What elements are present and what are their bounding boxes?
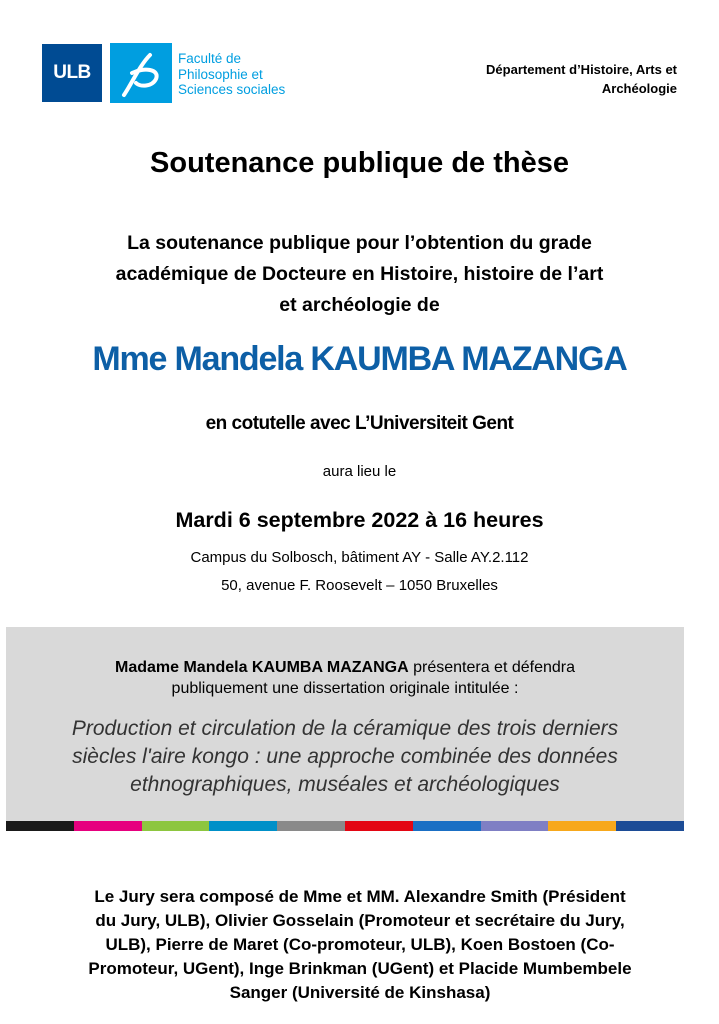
color-bar-segment — [209, 821, 277, 831]
thesis-title-line: siècles l'aire kongo : une approche combinée des données — [72, 745, 618, 768]
color-bar-segment — [142, 821, 210, 831]
intro-line: et archéologie de — [279, 294, 440, 316]
jury-line: Promoteur, UGent), Inge Brinkman (UGent) et Placide Mumbembele — [88, 959, 632, 978]
candidate-name: Mme Mandela KAUMBA MAZANGA — [92, 340, 627, 378]
jury-line: du Jury, ULB), Olivier Gosselain (Promoteur et secrétaire du Jury, — [95, 911, 625, 930]
presenter-name: Madame Mandela KAUMBA MAZANGA — [115, 659, 409, 676]
campus-location: Campus du Solbosch, bâtiment AY - Salle AY.2.112 — [190, 549, 529, 566]
faculty-line: Sciences sociales — [178, 82, 286, 97]
thesis-title-line: Production et circulation de la céramique des trois derniers — [71, 717, 619, 740]
thesis-title — [6, 715, 684, 799]
presentation-line — [6, 657, 684, 678]
defense-date: Mardi 6 septembre 2022 à 16 heures — [175, 508, 544, 532]
color-bar-segment — [616, 821, 684, 831]
faculty-name — [178, 51, 338, 98]
color-bar-segment — [481, 821, 549, 831]
color-bar-segment — [548, 821, 616, 831]
presentation-phrase: présentera et défendra — [408, 659, 575, 676]
faculty-line: Faculté de — [178, 51, 242, 66]
color-bar — [6, 821, 684, 831]
faculty-logo-icon — [110, 43, 172, 103]
jury-line: Sanger (Université de Kinshasa) — [229, 983, 491, 1002]
thesis-title-line: ethnographiques, muséales et archéologiques — [130, 773, 560, 796]
color-bar-segment — [74, 821, 142, 831]
intro-line: La soutenance publique pour l’obtention du grade — [127, 232, 592, 254]
ulb-logo — [42, 44, 102, 102]
department-line: Département d’Histoire, Arts et — [486, 62, 677, 77]
cotutelle-text: en cotutelle avec L’Universiteit Gent — [205, 413, 514, 434]
presentation-line: publiquement une dissertation originale intitulée : — [171, 680, 519, 697]
jury-line: ULB), Pierre de Maret (Co-promoteur, ULB), Koen Bostoen (Co- — [105, 935, 615, 954]
color-bar-segment — [413, 821, 481, 831]
intro-text — [0, 228, 719, 321]
color-bar-segment — [345, 821, 413, 831]
street-address: 50, avenue F. Roosevelt – 1050 Bruxelles — [221, 577, 498, 594]
page-title: Soutenance publique de thèse — [150, 147, 569, 179]
jury-composition — [30, 885, 690, 1005]
presentation-text — [6, 657, 684, 699]
department-line: Archéologie — [601, 81, 677, 96]
color-bar-segment — [277, 821, 345, 831]
ulb-logo-text: ULB — [53, 62, 91, 83]
department-name — [400, 60, 677, 98]
color-bar-segment — [6, 821, 74, 831]
jury-line: Le Jury sera composé de Mme et MM. Alexandre Smith (Président — [94, 887, 626, 906]
faculty-line: Philosophie et — [178, 66, 263, 82]
lieu-text: aura lieu le — [322, 463, 397, 480]
intro-line: académique de Docteure en Histoire, histoire de l’art — [115, 263, 604, 285]
